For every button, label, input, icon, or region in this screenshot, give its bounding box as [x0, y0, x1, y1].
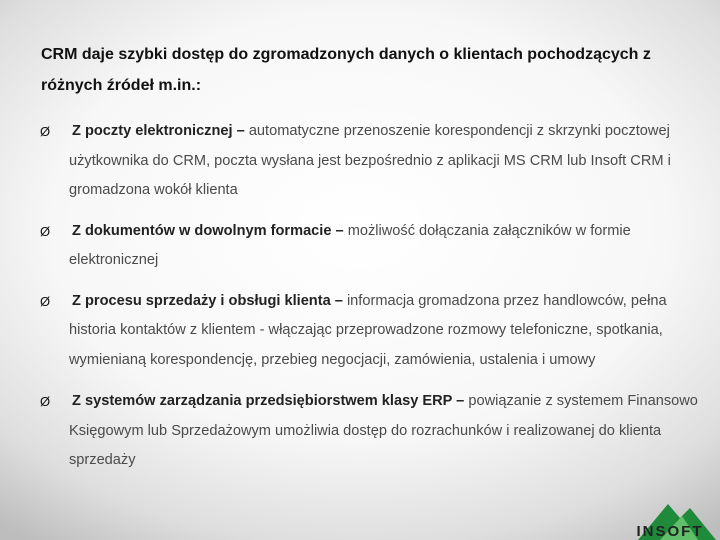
logo-text: INSOFT [636, 523, 704, 540]
slide-heading: CRM daje szybki dostęp do zgromadzonych danych o klientach pochodzących z różnych źródeł m.in.: [41, 46, 651, 94]
arrow-bullet-icon: Ø [40, 124, 51, 139]
bullet-item [40, 217, 700, 276]
bullet-text: możliwość dołączania załączników w formie elektronicznej [69, 222, 631, 268]
bullet-text: powiązanie z systemem Finansowo Księgowym lub Sprzedażowym umożliwia dostęp do rozrachunków i realizowanej do klienta sprzedaży [69, 393, 698, 468]
arrow-bullet-icon: Ø [40, 223, 51, 239]
bullet-list [40, 117, 700, 487]
bullet-item [40, 117, 700, 206]
insoft-logo [620, 490, 716, 540]
bullet-lead: Z systemów zarządzania przedsiębiorstwem klasy ERP – [72, 393, 465, 409]
bullet-item [40, 287, 700, 376]
bullet-lead: Z poczty elektronicznej – [72, 123, 245, 139]
bullet-item [40, 387, 700, 476]
bullet-lead: Z procesu sprzedaży i obsługi klienta – [72, 292, 343, 309]
bullet-text: informacja gromadzona przez handlowców, pełna historia kontaktów z klientem - włączając przeprowadzone rozmowy telefoniczne, spotkania, wymienianą korespondencję, przebieg negocjacji, zamówienia, ustalenia i umowy [69, 292, 667, 368]
bullet-lead: Z dokumentów w dowolnym formacie – [72, 222, 344, 239]
bullet-text: automatyczne przenoszenie korespondencji z skrzynki pocztowej użytkownika do CRM, poczta wysłana jest bezpośrednio z aplikacji MS CRM lub Insoft CRM i gromadzona wokół klienta [69, 123, 671, 198]
arrow-bullet-icon: Ø [40, 394, 51, 409]
arrow-bullet-icon: Ø [40, 293, 51, 309]
